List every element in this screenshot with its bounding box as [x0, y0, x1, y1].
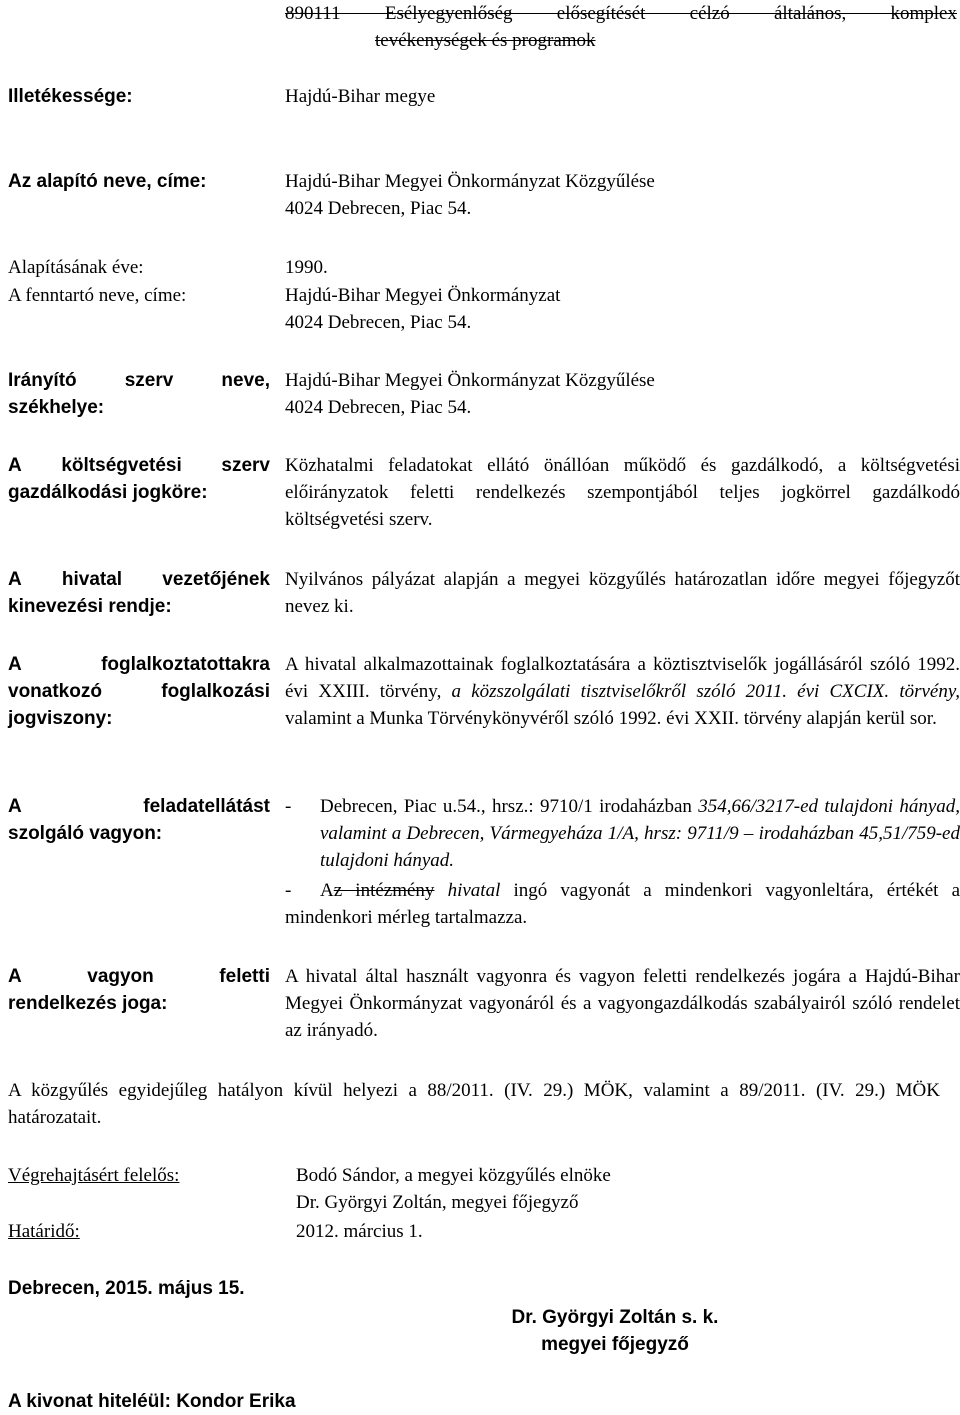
- label-word: foglalkozási: [161, 681, 270, 702]
- asset-item-1: [320, 793, 960, 874]
- label-word: vagyon: [87, 966, 154, 987]
- asset-item-1-dash: -: [285, 796, 292, 817]
- maintainer-name: Hajdú-Bihar Megyei Önkormányzat: [285, 285, 561, 306]
- label-word: vonatkozó: [8, 681, 102, 702]
- label-word: szerv: [221, 455, 270, 476]
- label-line: szolgáló vagyon:: [8, 823, 163, 844]
- label-word: A: [8, 455, 22, 476]
- asset-item-2-text: ingó vagyonát a mindenkori vagyonleltára, értékét a mindenkori mérleg tartalmazza.: [285, 880, 960, 928]
- responsible-label: Végrehajtásért felelős:: [8, 1165, 180, 1186]
- responsible-persons: [296, 1162, 956, 1216]
- field-label-jurisdiction: Illetékessége:: [8, 86, 133, 107]
- field-label-founder: Az alapító neve, címe:: [8, 171, 207, 192]
- field-value-financial-authority: Közhatalmi feladatokat ellátó önállóan működő és gazdálkodó, a költségvetési előirányzatok feletti rendelkezés szempontjából teljes jogkörrel gazdálkodó költségvetési szerv.: [285, 455, 960, 530]
- label-line: gazdálkodási jogköre:: [8, 482, 208, 503]
- signature-name: Dr. Györgyi Zoltán s. k.: [511, 1307, 719, 1328]
- label-word: vezetőjének: [162, 569, 270, 590]
- label-word: hivatal: [61, 569, 123, 590]
- employment-text: A hivatal alkalmazottainak foglalkoztatására a köztisztviselők jogállásáról szóló 1992. évi XXIII. törvény,: [285, 654, 960, 702]
- asset-item-1-text: Debrecen, Piac u.54., hrsz.: 9710/1 irodaházban: [320, 796, 692, 817]
- field-label-financial-authority: [8, 452, 270, 506]
- header-line-2: tevékenységek és programok: [375, 30, 596, 51]
- field-label-assets: [8, 793, 270, 847]
- place-date: Debrecen, 2015. május 15.: [8, 1278, 245, 1299]
- governing-body-name: Hajdú-Bihar Megyei Önkormányzat Közgyűlése: [285, 370, 655, 391]
- asset-item-2-text: A: [320, 880, 334, 901]
- label-word: neve,: [221, 370, 270, 391]
- header-line-1: 890111 Esélyegyenlőség elősegítését célzó általános, komplex: [285, 3, 957, 24]
- field-value-governing-body: [285, 367, 960, 421]
- label-line: jogviszony:: [8, 708, 113, 729]
- asset-item-2-dash: -: [285, 880, 292, 901]
- label-line: székhelye:: [8, 397, 105, 418]
- label-word: Irányító: [8, 370, 77, 391]
- field-value-founder: [285, 168, 960, 222]
- field-label-maintainer: A fenntartó neve, címe:: [8, 285, 187, 306]
- employment-text-italic: a közszolgálati tisztviselőkről szóló 2011. évi CXCIX. törvény,: [451, 681, 960, 702]
- employment-text: valamint a Munka Törvénykönyvéről szóló 1992. évi XXII. törvény alapján kerül sor.: [285, 708, 937, 729]
- label-word: feladatellátást: [143, 796, 270, 817]
- asset-item-1-text-italic: 354,66/3217-ed tulajdoni hányad, valamint a Debrecen, Vármegyeháza 1/A, hrsz: 9711/9 – irodaházban 45,51/759-ed tulajdoni hányad.: [320, 796, 960, 871]
- asset-item-2: [285, 877, 960, 931]
- label-line: rendelkezés joga:: [8, 993, 168, 1014]
- asset-item-2-text-italic: hivatal: [447, 880, 501, 901]
- header-title: [285, 0, 957, 54]
- responsible-person-1: Bodó Sándor, a megyei közgyűlés elnöke: [296, 1165, 611, 1186]
- signature-title: megyei főjegyző: [541, 1334, 689, 1355]
- founder-name: Hajdú-Bihar Megyei Önkormányzat Közgyűlése: [285, 171, 655, 192]
- governing-body-address: 4024 Debrecen, Piac 54.: [285, 397, 472, 418]
- founder-address: 4024 Debrecen, Piac 54.: [285, 198, 472, 219]
- deadline-value: 2012. március 1.: [296, 1221, 423, 1242]
- field-value-founding-year: 1990.: [285, 257, 328, 278]
- label-word: A: [8, 569, 22, 590]
- field-label-head-appointment: [8, 566, 270, 620]
- field-value-maintainer: [285, 282, 960, 336]
- maintainer-address: 4024 Debrecen, Piac 54.: [285, 312, 472, 333]
- field-label-governing-body: [8, 367, 270, 421]
- field-value-head-appointment: Nyilvános pályázat alapján a megyei közgyűlés határozatlan időre megyei főjegyzőt nevez ki.: [285, 569, 960, 617]
- label-word: foglalkoztatottakra: [101, 654, 270, 675]
- deadline-label: Határidő:: [8, 1221, 80, 1242]
- signature-block: [460, 1304, 770, 1358]
- field-label-disposal-right: [8, 963, 270, 1017]
- label-line: kinevezési rendje:: [8, 596, 172, 617]
- label-word: A: [8, 796, 22, 817]
- field-label-founding-year: Alapításának éve:: [8, 257, 144, 278]
- field-value-jurisdiction: Hajdú-Bihar megye: [285, 86, 436, 107]
- field-value-employment: [285, 651, 960, 732]
- certification: A kivonat hiteléül: Kondor Erika: [8, 1391, 296, 1412]
- label-word: költségvetési: [61, 455, 182, 476]
- asset-item-2-struck-text: z intézmény: [333, 880, 435, 901]
- label-word: A: [8, 966, 22, 987]
- responsible-person-2: Dr. Györgyi Zoltán, megyei főjegyző: [296, 1192, 579, 1213]
- field-value-disposal-right: A hivatal által használt vagyonra és vagyon feletti rendelkezés jogára a Hajdú-Bihar Megyei Önkormányzat vagyonáról és a vagyongazdálkodás szabályairól szóló rendelet az irányadó.: [285, 966, 960, 1041]
- closing-paragraph: A közgyűlés egyidejűleg hatályon kívül helyezi a 88/2011. (IV. 29.) MÖK, valamint a 89/2011. (IV. 29.) MÖK határozatait.: [8, 1080, 940, 1128]
- label-word: szerv: [124, 370, 174, 391]
- field-label-employment: [8, 651, 270, 732]
- label-word: A: [8, 654, 22, 675]
- label-word: feletti: [219, 966, 270, 987]
